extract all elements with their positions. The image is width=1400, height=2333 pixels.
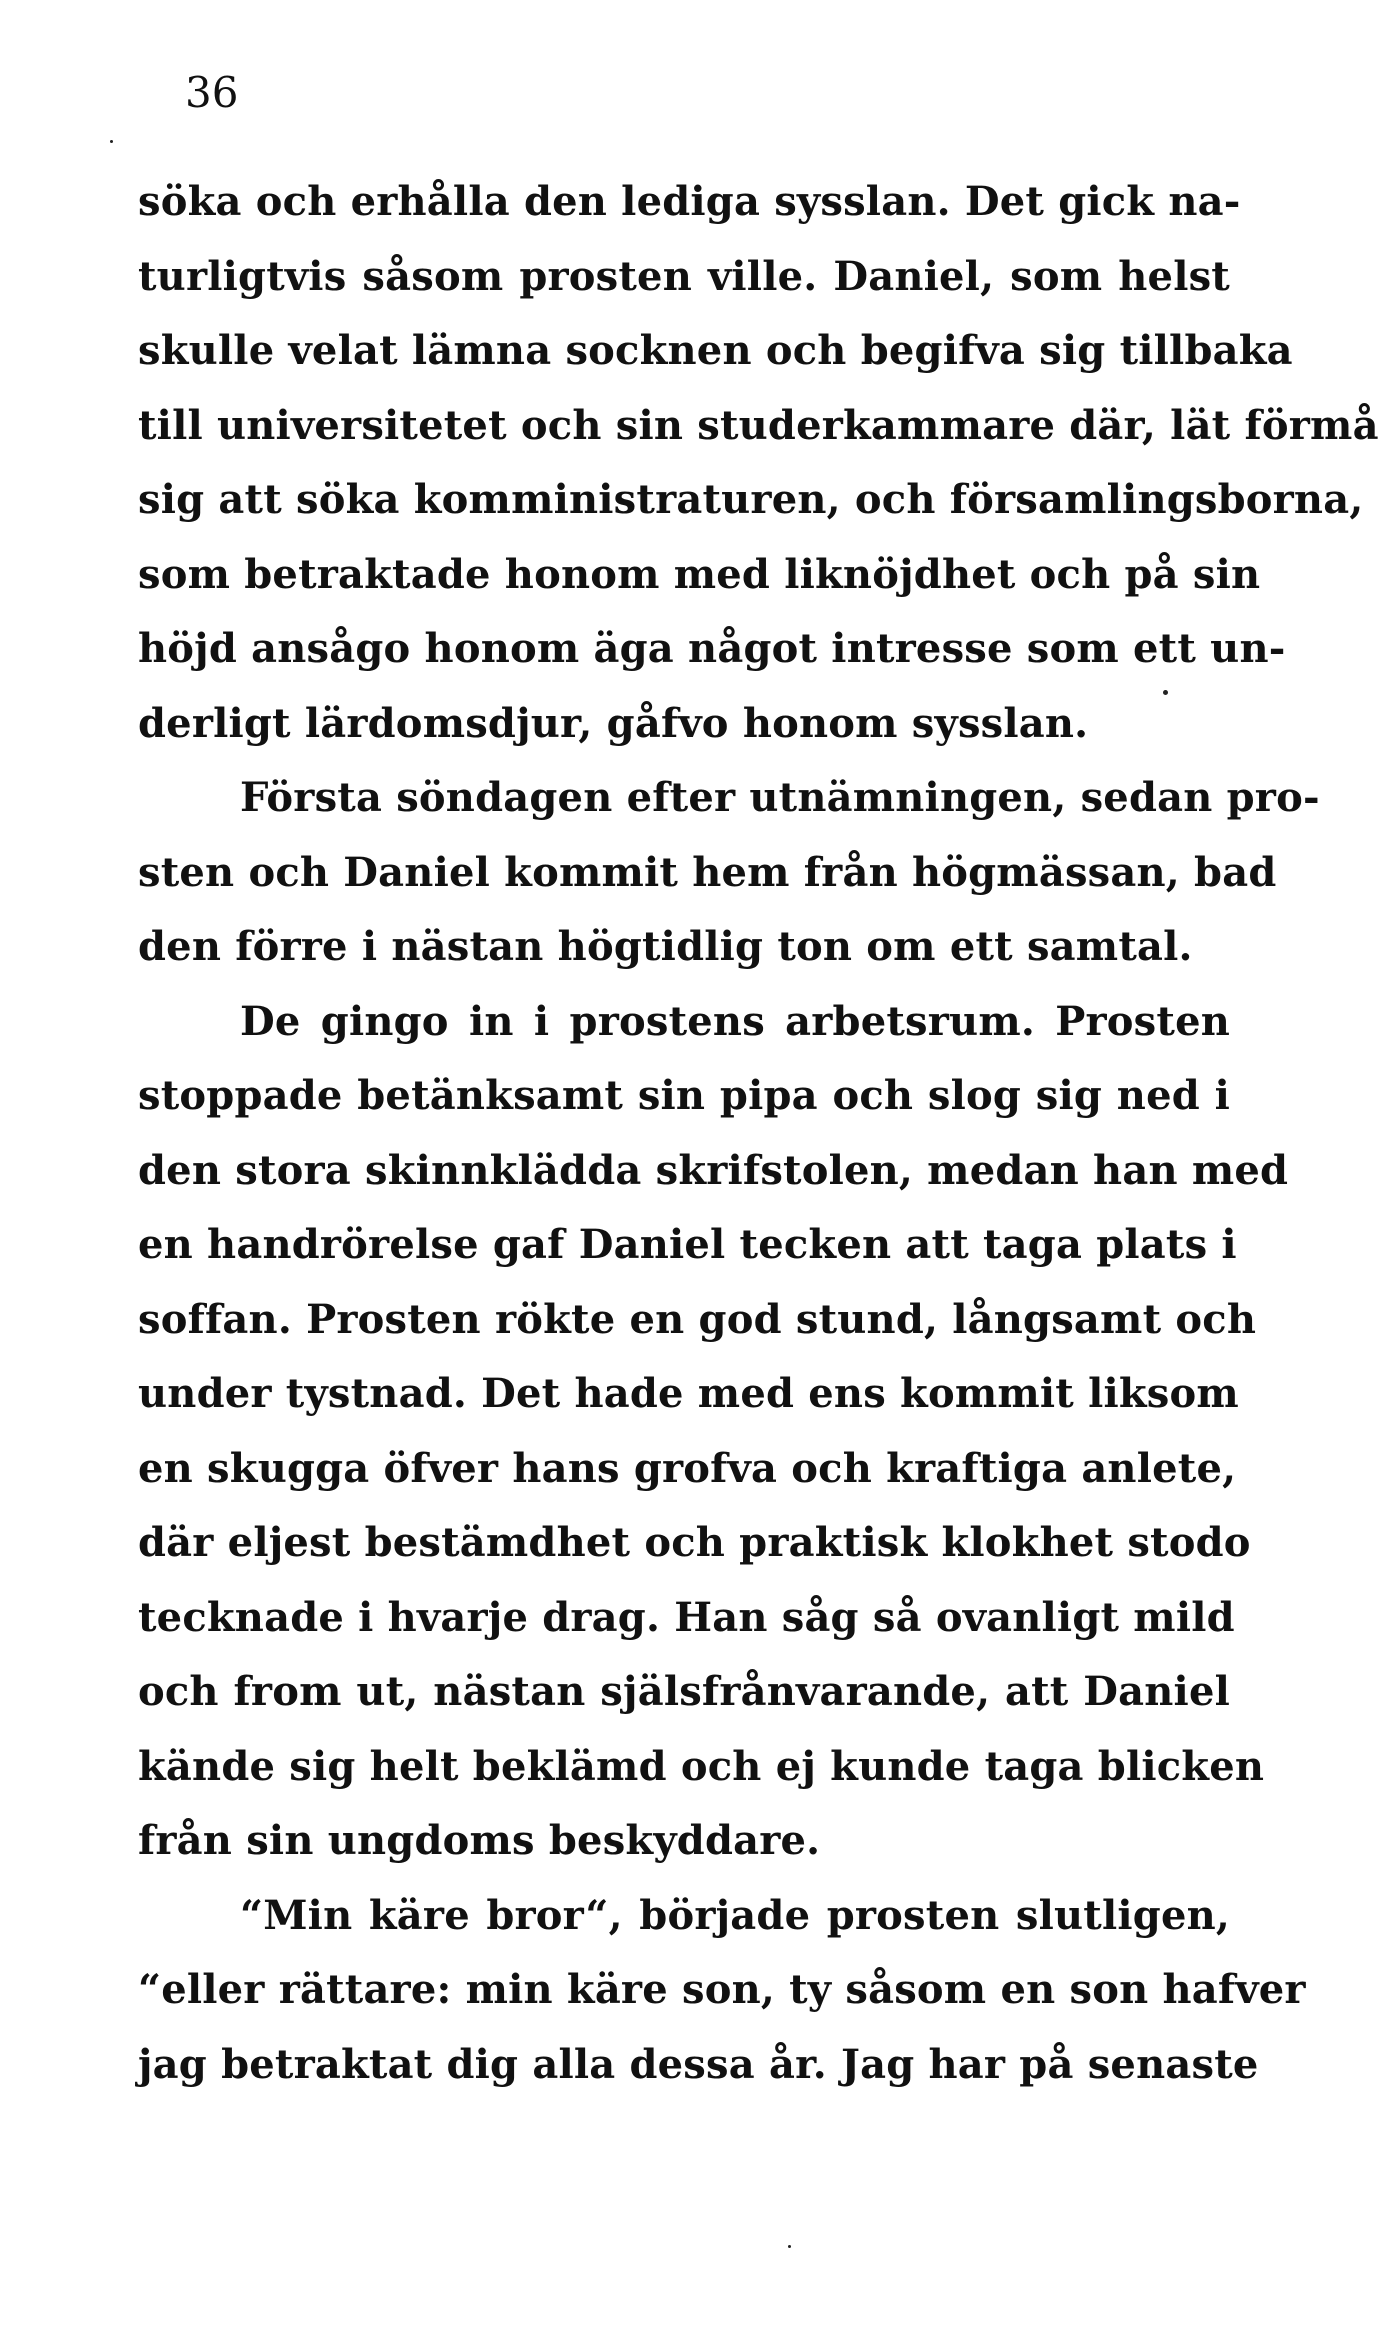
print-speck <box>110 140 113 143</box>
paragraph-first-line: “Min käre bror“, började prosten slutligen, <box>240 1891 1230 1939</box>
text-line: till universitetet och sin studerkammare där, lät förmå <box>138 401 1379 449</box>
text-line: tecknade i hvarje drag. Han såg så ovanligt mild <box>138 1593 1235 1641</box>
text-line: under tystnad. Det hade med ens kommit liksom <box>138 1370 1239 1417</box>
text-line: och from ut, nästan själsfrånvarande, att Daniel <box>138 1668 1230 1715</box>
text-line: som betraktade honom med liknöjdhet och på sin <box>138 550 1261 598</box>
text-line: jag betraktat dig alla dessa år. Jag har på senaste <box>138 2040 1259 2088</box>
paragraph-first-line: De gingo in i prostens arbetsrum. Prosten <box>240 997 1230 1045</box>
text-line: sig att söka komministraturen, och församlingsborna, <box>138 476 1364 523</box>
text-line: en handrörelse gaf Daniel tecken att taga plats i <box>138 1221 1237 1268</box>
text-line: en skugga öfver hans grofva och kraftiga anlete, <box>138 1444 1237 1492</box>
text-line: där eljest bestämdhet och praktisk klokhet stodo <box>138 1519 1251 1566</box>
print-speck <box>1163 690 1168 695</box>
text-line: sten och Daniel kommit hem från högmässan, bad <box>138 848 1277 896</box>
text-line: söka och erhålla den lediga sysslan. Det gick na- <box>138 178 1241 225</box>
body-text <box>138 165 1379 2102</box>
text-line: från sin ungdoms beskyddare. <box>138 1817 821 1864</box>
text-line: derligt lärdomsdjur, gåfvo honom sysslan. <box>138 699 1089 747</box>
text-line: höjd ansågo honom äga något intresse som ett un- <box>138 625 1286 672</box>
text-line: stoppade betänksamt sin pipa och slog sig ned i <box>138 1072 1230 1119</box>
paragraph-first-line: Första söndagen efter utnämningen, sedan pro- <box>240 774 1320 821</box>
text-line: “eller rättare: min käre son, ty såsom en son hafver <box>138 1966 1306 2013</box>
text-line: skulle velat lämna socknen och begifva sig tillbaka <box>138 327 1293 374</box>
text-line: den förre i nästan högtidlig ton om ett samtal. <box>138 923 1193 970</box>
text-line: kände sig helt beklämd och ej kunde taga blicken <box>138 1742 1265 1790</box>
text-line: den stora skinnklädda skrifstolen, medan han med <box>138 1146 1289 1194</box>
text-line: soffan. Prosten rökte en god stund, långsamt och <box>138 1295 1257 1343</box>
text-line: turligtvis såsom prosten ville. Daniel, som helst <box>138 252 1230 300</box>
print-speck <box>788 2245 791 2248</box>
page-number: 36 <box>185 68 239 117</box>
